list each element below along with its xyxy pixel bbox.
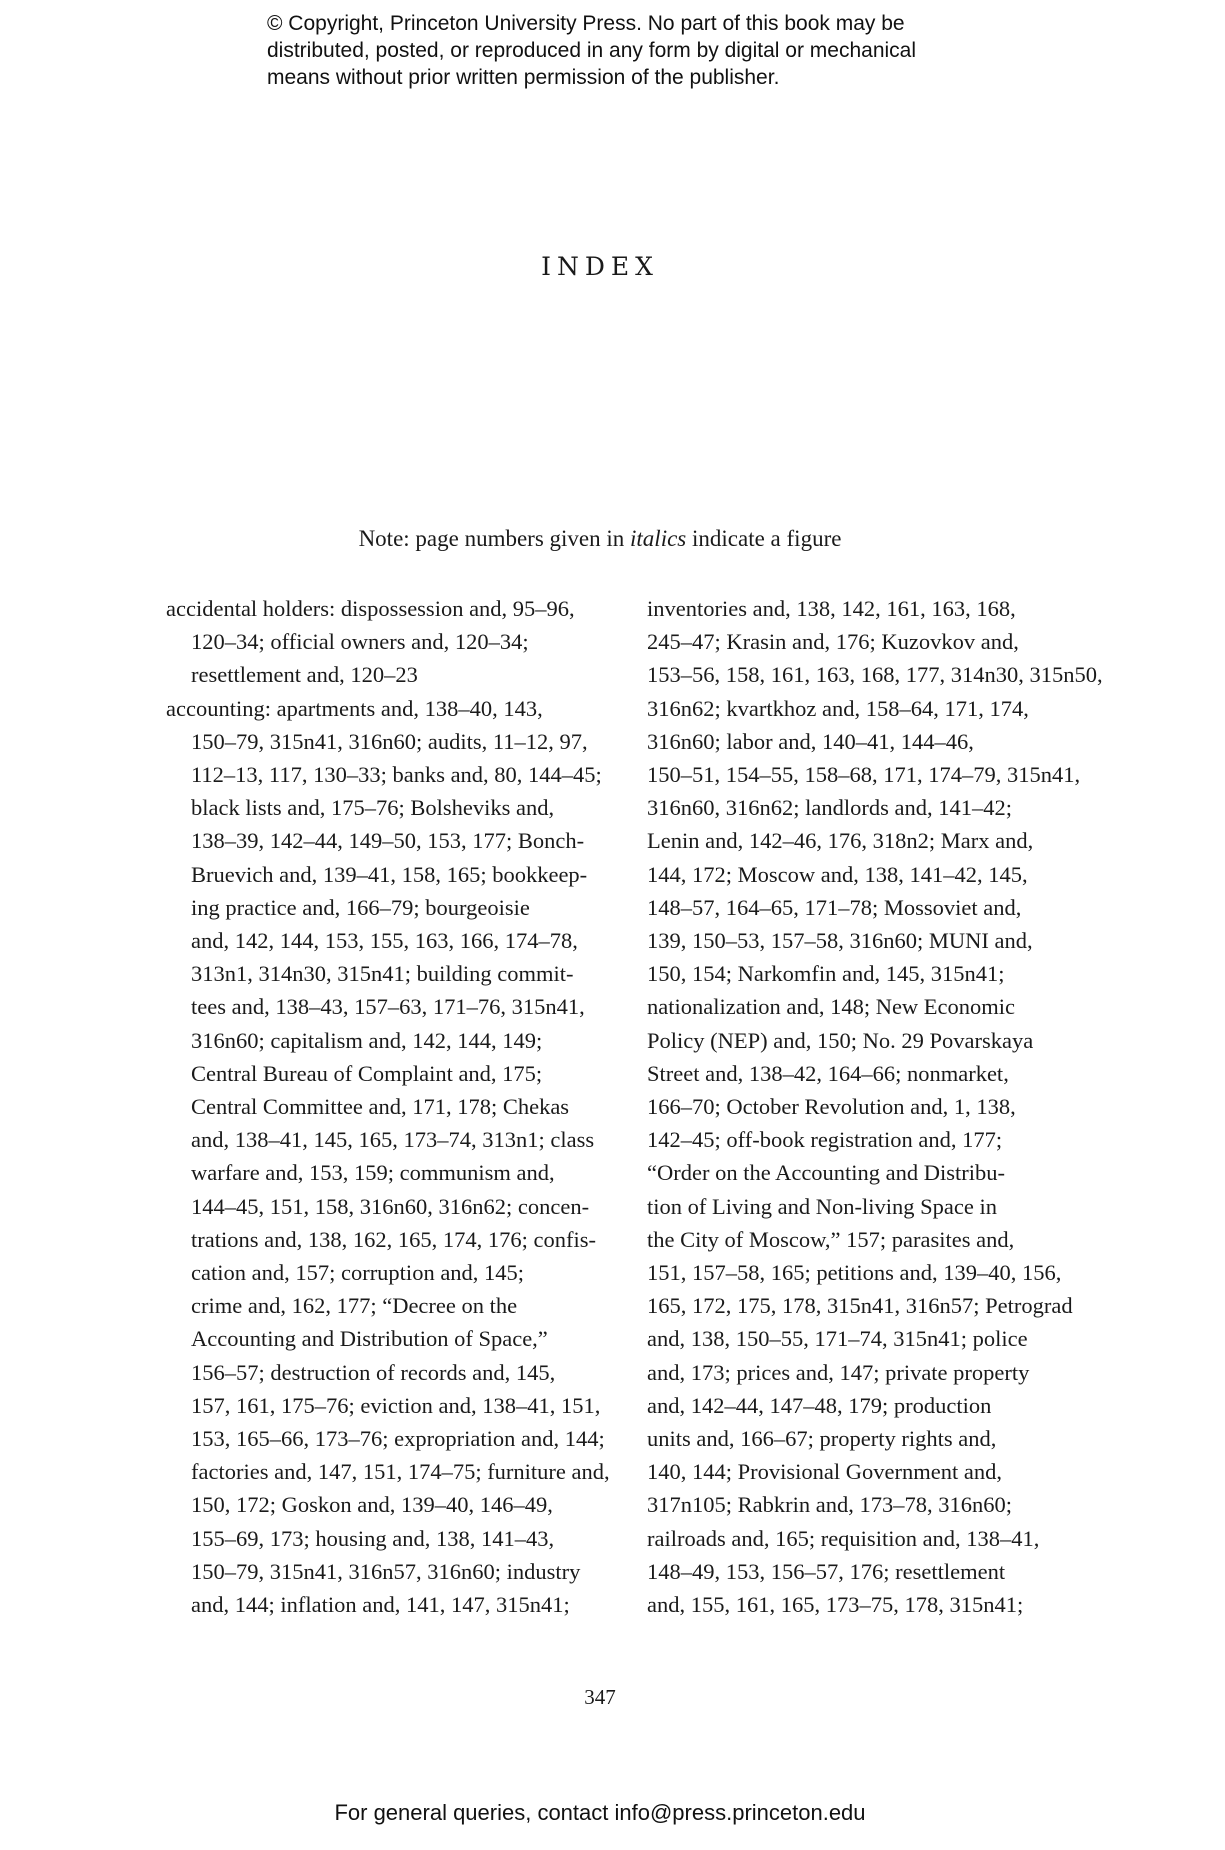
index-line: 150–51, 154–55, 158–68, 171, 174–79, 315n41, (647, 762, 1081, 788)
index-line: 316n60, 316n62; landlords and, 141–42; (647, 795, 1012, 821)
index-line: cation and, 157; corruption and, 145; (191, 1260, 525, 1286)
index-line: 245–47; Krasin and, 176; Kuzovkov and, (647, 629, 1019, 655)
index-line: 150–79, 315n41, 316n57, 316n60; industry (191, 1558, 581, 1584)
index-line: 151, 157–58, 165; petitions and, 139–40, 156, (647, 1260, 1062, 1286)
index-line: 148–49, 153, 156–57, 176; resettlement (647, 1558, 1006, 1584)
index-line: Bruevich and, 139–41, 158, 165; bookkeep- (191, 861, 588, 887)
index-line: tion of Living and Non-living Space in (647, 1193, 997, 1219)
index-line: warfare and, 153, 159; communism and, (191, 1160, 555, 1186)
index-line: Street and, 138–42, 164–66; nonmarket, (647, 1060, 1009, 1086)
index-line: “Order on the Accounting and Distribu- (647, 1160, 1006, 1186)
index-line: Accounting and Distribution of Space,” (191, 1326, 548, 1352)
index-line: 166–70; October Revolution and, 1, 138, (647, 1094, 1016, 1120)
index-line: 316n60; capitalism and, 142, 144, 149; (191, 1027, 543, 1053)
footer-contact: For general queries, contact info@press.princeton.edu (334, 1800, 866, 1825)
index-line: inventories and, 138, 142, 161, 163, 168, (647, 596, 1016, 621)
index-line: black lists and, 175–76; Bolsheviks and, (191, 795, 555, 821)
index-column-right (647, 592, 1103, 1621)
index-line: 153, 165–66, 173–76; expropriation and, 144; (191, 1426, 605, 1452)
copyright-notice (267, 10, 1027, 91)
note-text-before: Note: page numbers given in (358, 526, 631, 551)
index-line: 138–39, 142–44, 149–50, 153, 177; Bonch- (191, 828, 585, 854)
index-line: ing practice and, 166–79; bourgeoisie (191, 894, 530, 920)
index-line: Policy (NEP) and, 150; No. 29 Povarskaya (647, 1027, 1034, 1053)
index-line: 316n60; labor and, 140–41, 144–46, (647, 728, 974, 754)
index-line: tees and, 138–43, 157–63, 171–76, 315n41, (191, 994, 585, 1020)
index-line: and, 138–41, 145, 165, 173–74, 313n1; class (191, 1127, 595, 1153)
index-line: and, 173; prices and, 147; private property (647, 1359, 1030, 1385)
index-line: 144, 172; Moscow and, 138, 141–42, 145, (647, 861, 1028, 887)
index-line: 140, 144; Provisional Government and, (647, 1459, 1002, 1485)
index-column-left (166, 592, 610, 1621)
index-line: 313n1, 314n30, 315n41; building commit- (191, 961, 574, 987)
index-line: and, 144; inflation and, 141, 147, 315n41; (191, 1592, 570, 1618)
index-line: 142–45; off-book registration and, 177; (647, 1127, 1003, 1153)
index-line: Central Bureau of Complaint and, 175; (191, 1060, 543, 1086)
index-line: and, 155, 161, 165, 173–75, 178, 315n41; (647, 1592, 1024, 1618)
index-line: 144–45, 151, 158, 316n60, 316n62; concen- (191, 1193, 590, 1219)
note-text-after: indicate a figure (686, 526, 842, 551)
copyright-line: distributed, posted, or reproduced in any form by digital or mechanical (267, 39, 917, 62)
index-line: 316n62; kvartkhoz and, 158–64, 171, 174, (647, 695, 1029, 721)
page-title: INDEX (541, 252, 659, 281)
index-line: units and, 166–67; property rights and, (647, 1426, 997, 1452)
index-line: 317n105; Rabkrin and, 173–78, 316n60; (647, 1492, 1012, 1518)
index-line: 157, 161, 175–76; eviction and, 138–41, 151, (191, 1392, 601, 1418)
index-line: accidental holders: dispossession and, 95–96, (166, 596, 575, 621)
index-line: accounting: apartments and, 138–40, 143, (166, 695, 543, 721)
index-line: and, 142–44, 147–48, 179; production (647, 1392, 992, 1418)
index-line: trations and, 138, 162, 165, 174, 176; confis- (191, 1226, 596, 1252)
index-line: crime and, 162, 177; “Decree on the (191, 1293, 518, 1319)
index-line: and, 142, 144, 153, 155, 163, 166, 174–78, (191, 928, 578, 954)
index-line: nationalization and, 148; New Economic (647, 994, 1016, 1020)
index-line: 155–69, 173; housing and, 138, 141–43, (191, 1525, 555, 1551)
index-line: Lenin and, 142–46, 176, 318n2; Marx and, (647, 828, 1034, 854)
page-number: 347 (584, 1685, 616, 1709)
index-line: factories and, 147, 151, 174–75; furniture and, (191, 1459, 610, 1485)
index-line: 150, 172; Goskon and, 139–40, 146–49, (191, 1492, 553, 1518)
index-line: and, 138, 150–55, 171–74, 315n41; police (647, 1326, 1028, 1352)
index-line: 112–13, 117, 130–33; banks and, 80, 144–45; (191, 762, 602, 788)
index-line: 153–56, 158, 161, 163, 168, 177, 314n30, 315n50, (647, 662, 1103, 688)
index-line: railroads and, 165; requisition and, 138–41, (647, 1525, 1040, 1551)
index-line: 120–34; official owners and, 120–34; (191, 629, 529, 655)
copyright-line: means without prior written permission of the publisher. (267, 66, 780, 89)
index-line: 156–57; destruction of records and, 145, (191, 1359, 556, 1385)
index-line: 148–57, 164–65, 171–78; Mossoviet and, (647, 894, 1022, 920)
index-line: resettlement and, 120–23 (191, 662, 418, 688)
copyright-line: © Copyright, Princeton University Press. No part of this book may be (267, 12, 905, 35)
index-line: 150–79, 315n41, 316n60; audits, 11–12, 97, (191, 728, 588, 754)
index-line: 150, 154; Narkomfin and, 145, 315n41; (647, 961, 1005, 987)
note-italic-word: italics (630, 526, 687, 551)
index-line: the City of Moscow,” 157; parasites and, (647, 1226, 1015, 1252)
index-line: Central Committee and, 171, 178; Chekas (191, 1094, 570, 1120)
index-line: 139, 150–53, 157–58, 316n60; MUNI and, (647, 928, 1033, 954)
index-line: 165, 172, 175, 178, 315n41, 316n57; Petrograd (647, 1293, 1073, 1319)
index-note (0, 526, 1200, 552)
